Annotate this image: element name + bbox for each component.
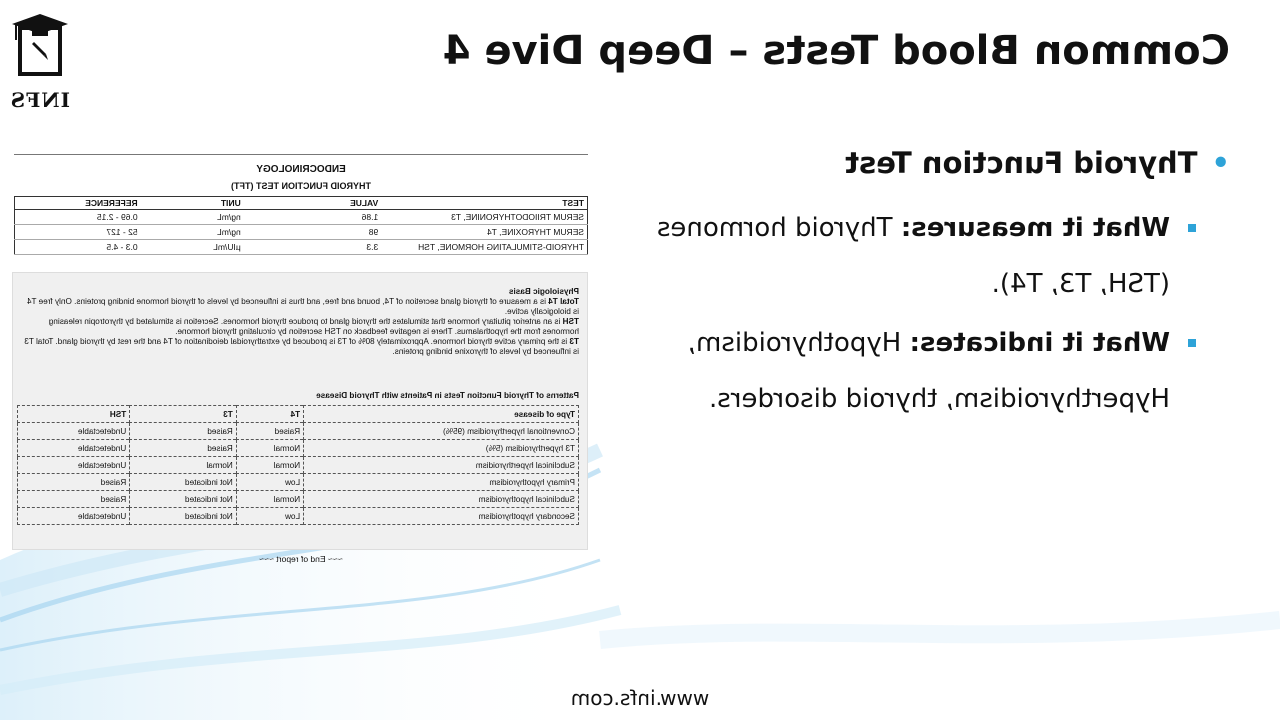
table-row xyxy=(18,423,579,440)
col-t4: T4 xyxy=(236,406,303,423)
basis-t3-label: T3 xyxy=(569,337,579,346)
cell-disease: Subclinical hyperthyroidism xyxy=(304,457,579,474)
patterns-title: Patterns of Thyroid Function Tests in Patients with Thyroid Disease xyxy=(316,391,579,400)
footer-url: www.infs.com xyxy=(570,686,710,710)
cell-value: 98 xyxy=(244,225,382,240)
table-header-row xyxy=(18,406,579,423)
lab-report-image xyxy=(14,154,588,574)
physiologic-basis-box xyxy=(12,272,588,550)
cell-reference: 0.3 - 4.5 xyxy=(15,240,141,255)
basis-tsh-label: TSH xyxy=(562,317,579,326)
table-row xyxy=(18,457,579,474)
measures-text: Thyroid hormones (TSH, T3, T4). xyxy=(656,213,1170,299)
cell-reference: 52 - 127 xyxy=(15,225,141,240)
slide-title: Common Blood Tests – Deep Dive 4 xyxy=(442,28,1230,74)
bullet-dot-icon: • xyxy=(1211,146,1230,180)
cell-t4: Low xyxy=(236,508,303,525)
cell-t4: Low xyxy=(236,474,303,491)
cell-disease: Subclinical hypothyroidism xyxy=(304,491,579,508)
col-test: TEST xyxy=(381,197,587,210)
report-department: ENDOCRINOLOGY xyxy=(256,164,346,175)
col-tsh: TSH xyxy=(18,406,130,423)
table-row xyxy=(18,491,579,508)
main-bullet-text: Thyroid Function Test xyxy=(845,146,1198,180)
table-row xyxy=(15,210,588,225)
cell-value: 1.86 xyxy=(244,210,382,225)
table-row xyxy=(15,240,588,255)
cell-t4: Normal xyxy=(236,457,303,474)
square-bullet-icon xyxy=(1188,339,1196,347)
cell-t3: Raised xyxy=(130,423,237,440)
cell-value: 3.3 xyxy=(244,240,382,255)
basis-tsh-text: is an anterior pituitary hormone that stimulates the thyroid gland to produce thyroid hormones. Secretion is stimulated by thyrotropin releasing hormones from the hypothalamus. There is negative feedback on TSH secretion by circulating thyroid hormone. xyxy=(48,317,579,336)
sub-bullet-measures xyxy=(650,200,1170,312)
col-disease: Type of disease xyxy=(304,406,579,423)
cell-t3: Normal xyxy=(130,457,237,474)
infs-logo xyxy=(10,14,70,114)
square-bullet-icon xyxy=(1188,224,1196,232)
cell-unit: µIU/mL xyxy=(141,240,244,255)
cell-t4: Normal xyxy=(236,440,303,457)
cell-t3: Not indicated xyxy=(130,508,237,525)
measures-label: What it measures: xyxy=(900,213,1170,243)
cell-disease: Primary hypothyroidism xyxy=(304,474,579,491)
cell-test: SERUM TRIIODOTHYRONINE, T3 xyxy=(381,210,587,225)
cell-t3: Not indicated xyxy=(130,474,237,491)
sub-bullet-indicates xyxy=(650,315,1170,427)
cell-unit: ng/mL xyxy=(141,225,244,240)
cell-tsh: Undetectable xyxy=(18,423,130,440)
col-unit: UNIT xyxy=(141,197,244,210)
col-t3: T3 xyxy=(130,406,237,423)
basis-title: Physiologic Basis xyxy=(508,287,579,296)
basis-text xyxy=(21,287,579,357)
end-of-report: ~~~ End of report ~~~ xyxy=(259,554,343,564)
cell-disease: Conventional hyperthyroidism (95%) xyxy=(304,423,579,440)
patterns-table xyxy=(17,405,579,525)
cell-disease: Secondary hypothyroidism xyxy=(304,508,579,525)
logo-text: INFS xyxy=(9,88,70,112)
cell-test: SERUM THYROXINE, T4 xyxy=(381,225,587,240)
basis-t3-text: is the primary active thyroid hormone. Approximately 80% of T3 is produced by extrathyroidal deiodination of T4 and the rest by thyroid gland. Total T3 is influenced by levels of thyroxine binding proteins. xyxy=(24,337,579,356)
basis-tsh xyxy=(21,317,579,337)
table-row xyxy=(18,508,579,525)
cell-tsh: Undetectable xyxy=(18,457,130,474)
indicates-label: What it indicates: xyxy=(909,328,1170,358)
cell-t4: Raised xyxy=(236,423,303,440)
tft-results-table xyxy=(14,196,588,255)
cell-t3: Raised xyxy=(130,440,237,457)
cell-unit: ng/mL xyxy=(141,210,244,225)
basis-t4 xyxy=(21,297,579,317)
basis-t3 xyxy=(21,337,579,357)
main-bullet xyxy=(710,146,1230,180)
indicates-text: Hypothyroidism, Hyperthyroidism, thyroid disorders. xyxy=(687,328,1170,414)
cell-reference: 0.69 - 2.15 xyxy=(15,210,141,225)
cell-tsh: Raised xyxy=(18,474,130,491)
report-test-title: THYROID FUNCTION TEST (TFT) xyxy=(231,181,371,191)
col-reference: REFERENCE xyxy=(15,197,141,210)
cell-tsh: Raised xyxy=(18,491,130,508)
table-header-row xyxy=(15,197,588,210)
cell-tsh: Undetectable xyxy=(18,508,130,525)
table-row xyxy=(15,225,588,240)
basis-t4-text: is a measure of thyroid gland secretion of T4, bound and free, and thus is influenced by levels of thyroid hormone binding proteins. Only free T4 is biologically active. xyxy=(26,297,579,316)
cell-tsh: Undetectable xyxy=(18,440,130,457)
cell-disease: T3 hyperthyroidism (5%) xyxy=(304,440,579,457)
col-value: VALUE xyxy=(244,197,382,210)
cell-t3: Not indicated xyxy=(130,491,237,508)
graduation-cap-icon xyxy=(10,14,70,86)
table-row xyxy=(18,474,579,491)
report-divider xyxy=(14,154,588,155)
basis-t4-label: Total T4 xyxy=(548,297,579,306)
table-row xyxy=(18,440,579,457)
cell-test: THYROID-STIMULATING HORMONE, TSH xyxy=(381,240,587,255)
cell-t4: Normal xyxy=(236,491,303,508)
